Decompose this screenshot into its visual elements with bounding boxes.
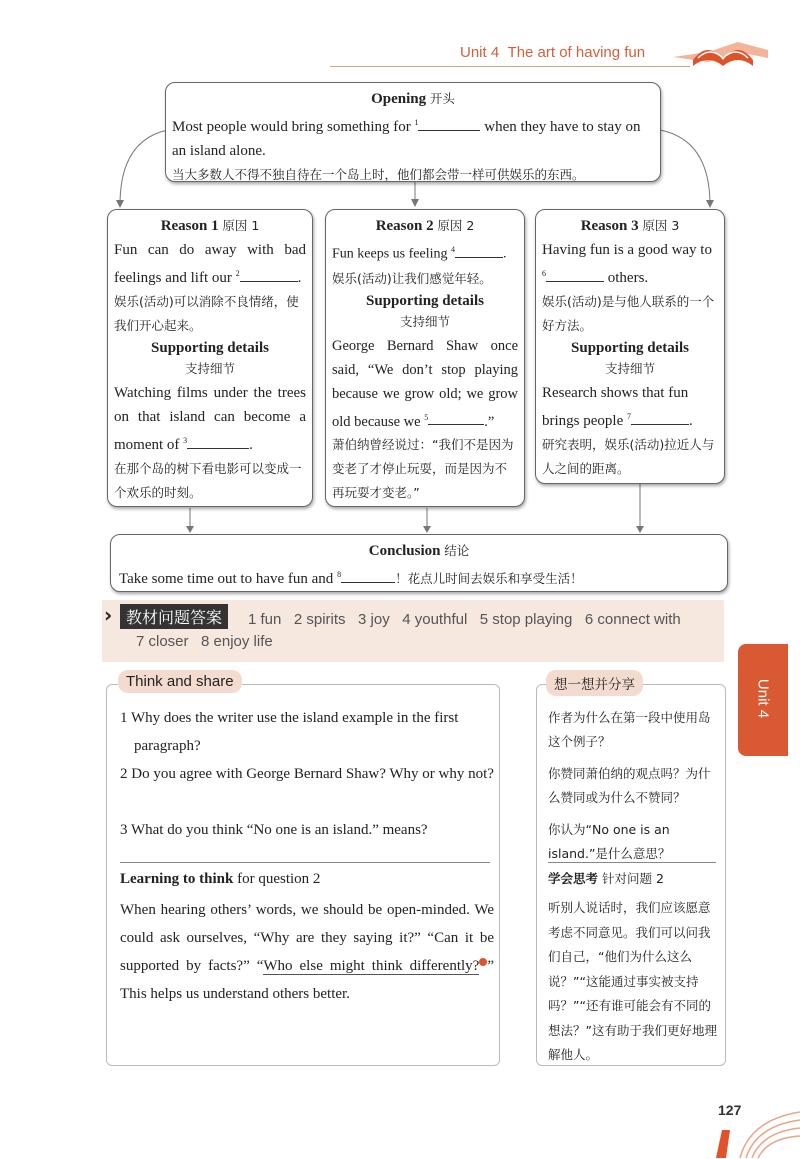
ltt-underlined: Who else might think differently? <box>263 958 480 974</box>
think-zh-ltt-text: 听别人说话时，我们应该愿意考虑不同意见。我们可以问我们自己，“他们为什么这么说？”“这能通过事实被支持吗？”“还有谁可能会有不同的想法？”这有助于我们更好地理解他人。 <box>548 900 717 1062</box>
blank-6[interactable] <box>546 268 604 282</box>
conclusion-heading: Conclusion 结论 <box>368 543 470 559</box>
reason1-sd-zh: 支持细节 <box>184 361 235 376</box>
page-corner-decoration <box>710 1100 800 1159</box>
blank-3[interactable] <box>187 435 249 449</box>
reason1-sd-text: Watching films under the trees on that island can become a moment of $^3$ . <box>114 385 306 453</box>
think-zh-divider <box>548 862 716 863</box>
reason3-text: Having fun is a good way to $^6$ others. <box>542 242 712 286</box>
think-zh-heading: 想一想并分享 <box>546 670 643 696</box>
reason3-sd-text: Research shows that fun brings people $^7$ . <box>542 385 693 429</box>
page-number: 127 <box>718 1102 742 1118</box>
reason3-heading: Reason 3 原因 3 <box>580 218 680 234</box>
answers-line2: 7 closer 8 enjoy life <box>136 633 273 650</box>
blank-1[interactable] <box>418 117 480 131</box>
think-q2: 2 Do you agree with George Bernard Shaw? Why or why not? <box>120 766 494 782</box>
unit-label: Unit 4 <box>460 44 500 61</box>
reason3-sd-zh: 支持细节 <box>604 361 655 376</box>
think-divider <box>120 862 490 863</box>
answers-line1: 1 fun 2 spirits 3 joy 4 youthful 5 stop playing 6 connect with <box>248 611 681 628</box>
reason2-text: Fun keeps us feeling $^4$ . <box>332 245 507 262</box>
think-zh-q1: 作者为什么在第一段中使用岛这个例子？ <box>548 710 711 749</box>
reason1-heading: Reason 1 原因 1 <box>160 218 260 234</box>
reason2-box <box>325 209 525 507</box>
ltt-text: When hearing others’ words, we should be open-minded. We could ask ourselves, “Why are they saying it?” “Can it be supported by facts?” “Who else might think differently? ” This helps us understand others better. <box>120 902 494 1002</box>
reason2-sd-zh-text: 萧伯纳曾经说过：“我们不是因为变老了才停止玩耍，而是因为不再玩耍才变老。” <box>332 437 514 501</box>
reason2-zh: 娱乐(活动)让我们感觉年轻。 <box>332 270 492 286</box>
think-zh-ltt-heading: 学会思考 针对问题 2 <box>548 871 664 886</box>
blank-4[interactable] <box>455 244 503 258</box>
opening-text: Most people would bring something for $^1$ when they have to stay on an island alone. <box>172 118 641 159</box>
think-heading: Think and share <box>118 670 242 693</box>
think-zh-q3: 你认为“No one is an island.”是什么意思？ <box>548 822 671 861</box>
reason1-box <box>107 209 313 507</box>
ltt-heading: Learning to think for question 2 <box>120 871 321 887</box>
side-tab-label: Unit 4 <box>754 678 772 719</box>
answers-chevron-icon: › <box>104 603 113 627</box>
reason2-sd-text: George Bernard Shaw once said, “We don’t stop playing because we grow old; we grow old because we $^5$ .” <box>332 337 518 430</box>
blank-5[interactable] <box>428 411 484 425</box>
reason2-sd-zh: 支持细节 <box>399 313 450 329</box>
think-q1: 1 Why does the writer use the island example in the first paragraph? <box>120 710 459 754</box>
blank-2[interactable] <box>240 268 298 282</box>
blank-8[interactable] <box>341 569 395 583</box>
unit-title: The art of having fun <box>507 44 646 61</box>
blank-7[interactable] <box>631 411 689 425</box>
reason3-zh: 娱乐(活动)是与他人联系的一个好方法。 <box>542 294 715 333</box>
opening-heading: Opening 开头 <box>371 91 455 107</box>
reason1-sd-heading: Supporting details <box>151 340 269 356</box>
reason1-sd-zh-text: 在那个岛的树下看电影可以变成一个欢乐的时刻。 <box>114 461 302 500</box>
opening-zh: 当大多数人不得不独自待在一个岛上时，他们都会带一样可供娱乐的东西。 <box>172 167 585 182</box>
opening-box <box>165 82 661 182</box>
reason3-sd-heading: Supporting details <box>571 340 689 356</box>
reason3-sd-zh-text: 研究表明，娱乐(活动)拉近人与人之间的距离。 <box>542 437 715 476</box>
reason3-box <box>535 209 725 484</box>
think-zh-q2: 你赞同萧伯纳的观点吗？为什么赞同或为什么不赞同？ <box>548 766 711 805</box>
answers-label: 教材问题答案 <box>120 604 228 629</box>
reason2-heading: Reason 2 原因 2 <box>375 218 475 234</box>
think-q3: 3 What do you think “No one is an island.” means? <box>120 822 428 838</box>
reason1-text: Fun can do away with bad feelings and lift our $^2$ . <box>114 242 306 286</box>
conclusion-box <box>110 534 728 592</box>
reason1-zh: 娱乐(活动)可以消除不良情绪，使我们开心起来。 <box>114 294 299 333</box>
reason2-sd-heading: Supporting details <box>366 292 484 309</box>
conclusion-text: Take some time out to have fun and $^8$ ！花点儿时间去娱乐和享受生活！ <box>119 570 583 587</box>
